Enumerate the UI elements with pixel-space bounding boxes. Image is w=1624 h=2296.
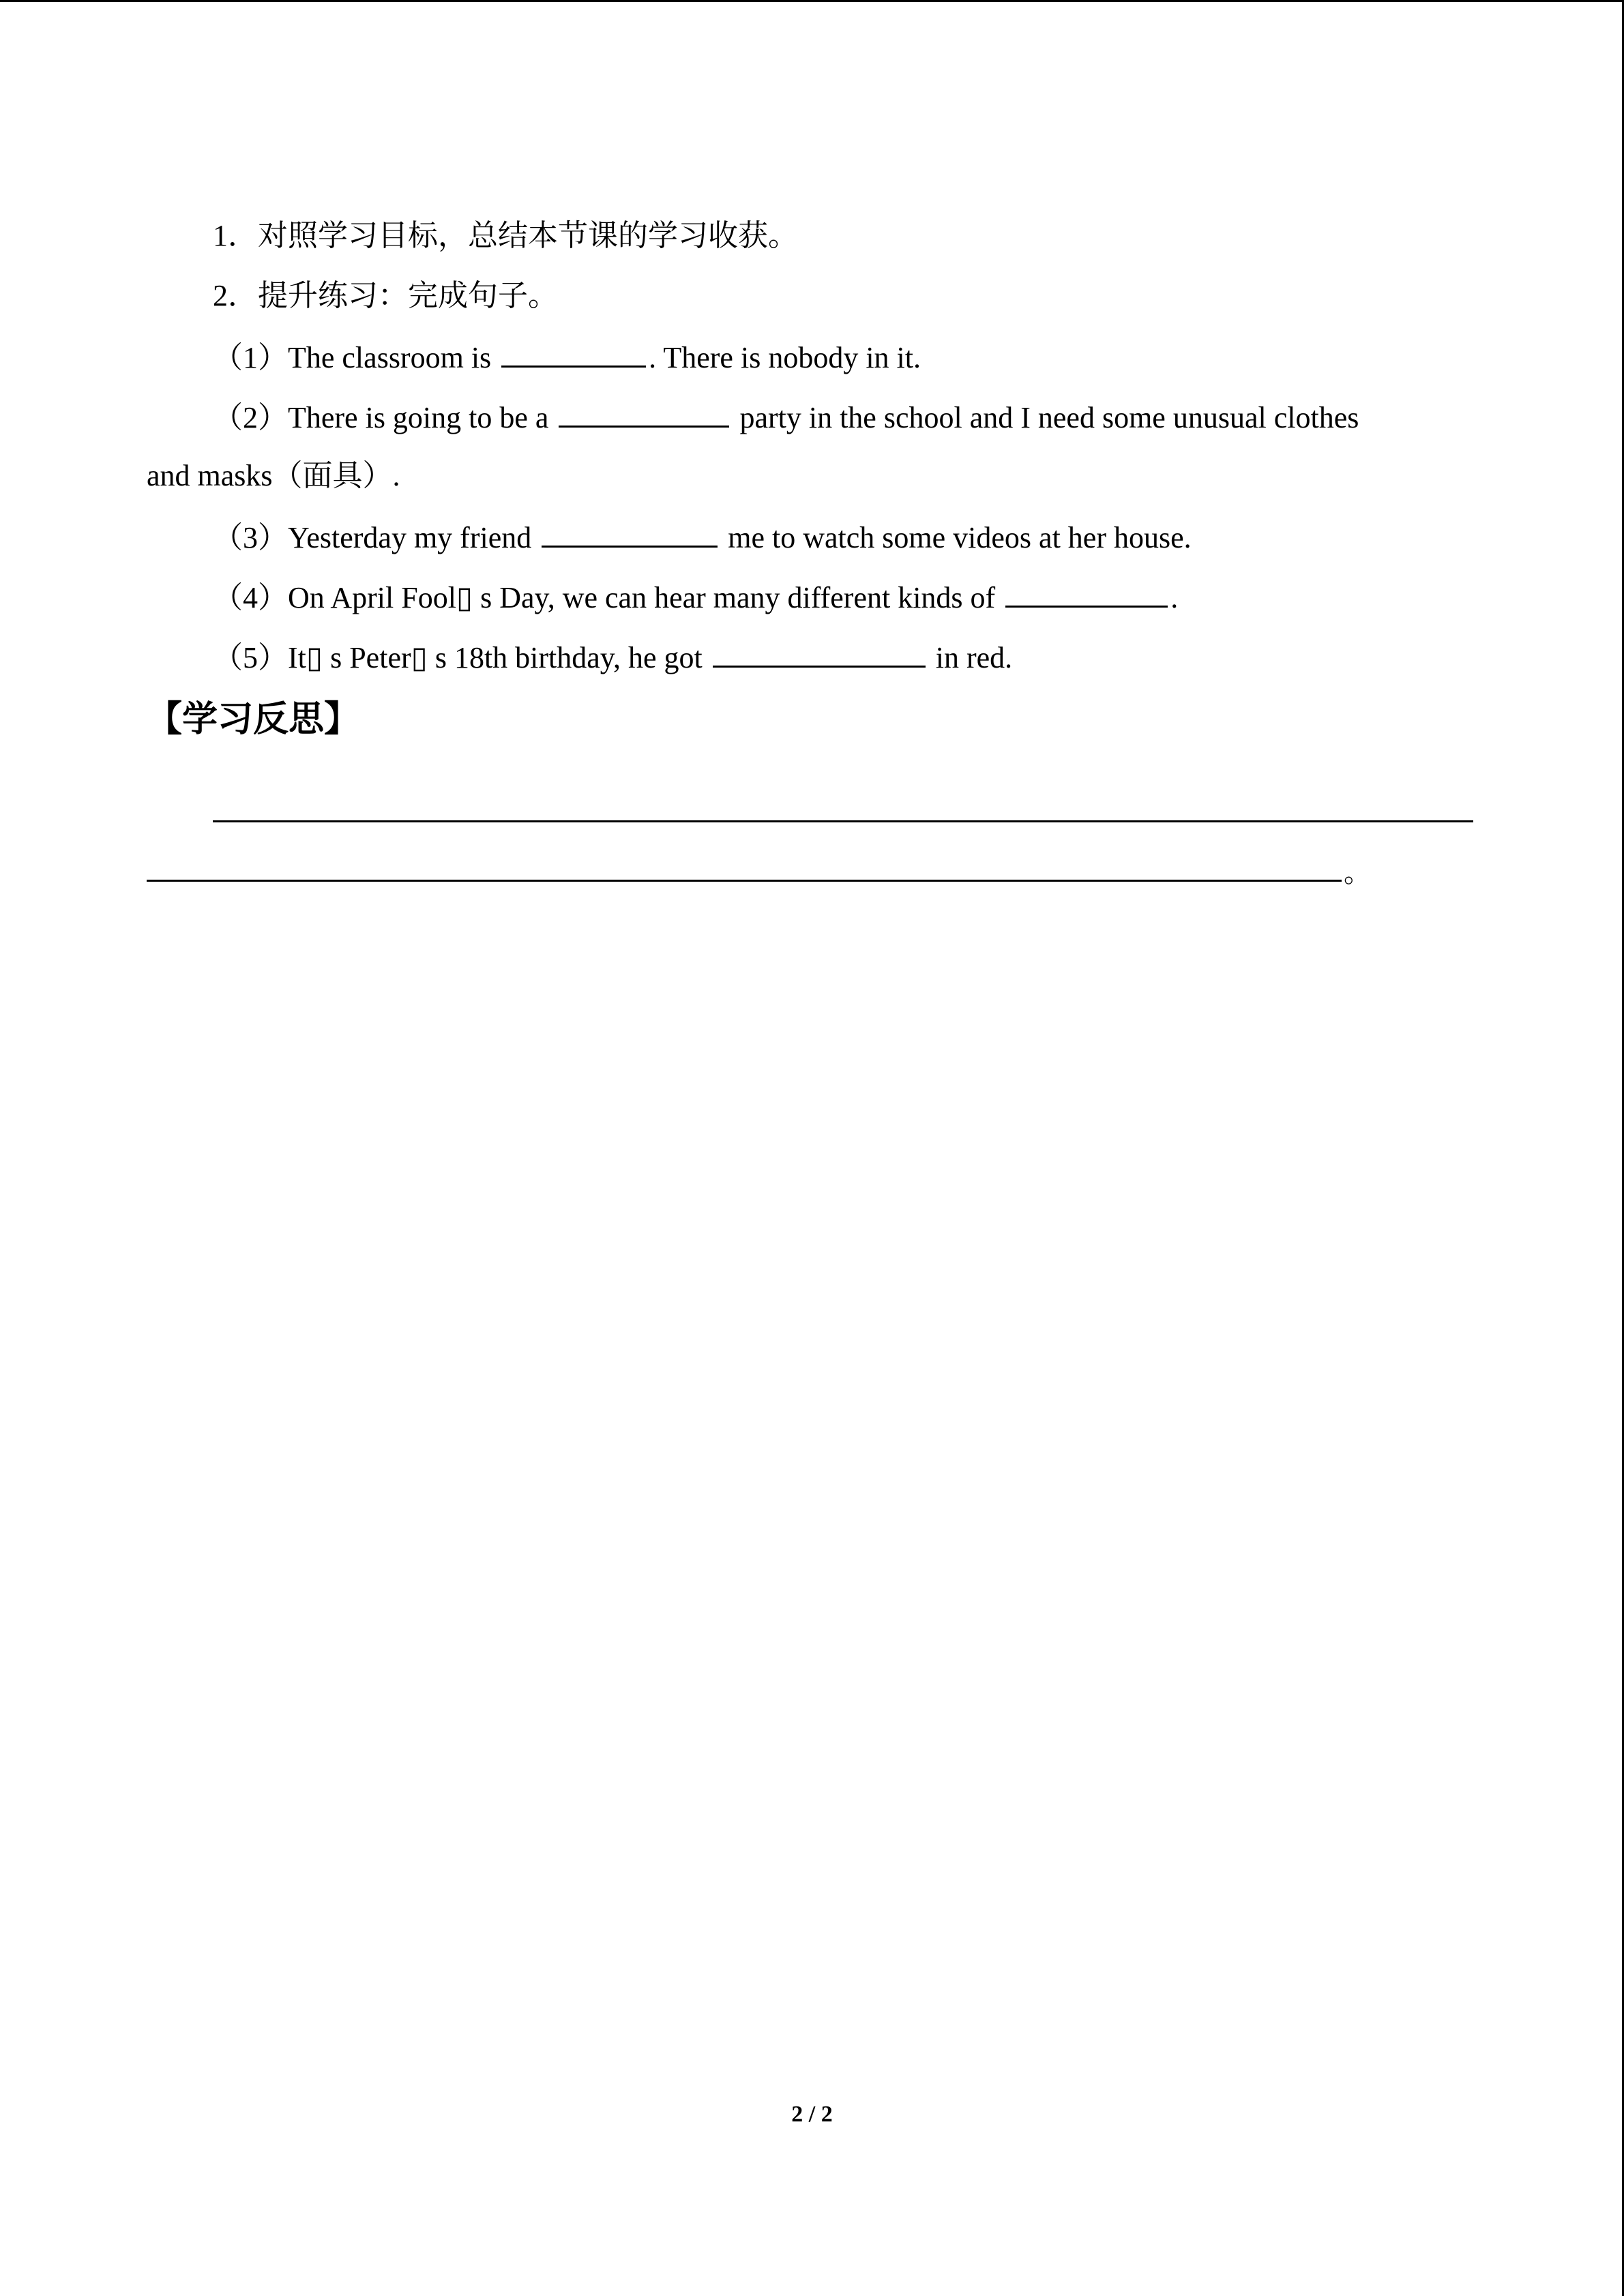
- question-4: [213, 576, 1178, 618]
- question-text-end: .: [1170, 581, 1179, 614]
- question-3: [213, 516, 1192, 558]
- question-text: Yesterday my friend: [288, 521, 532, 554]
- question-2: [213, 396, 1359, 438]
- question-text-end: party in the school and I need some unusual clothes: [739, 401, 1359, 434]
- question-5: [213, 636, 1012, 679]
- question-text: It▯ s Peter▯ s 18th birthday, he got: [288, 641, 703, 674]
- reflection-line-1[interactable]: [213, 820, 1473, 822]
- question-number: （5）: [213, 641, 288, 674]
- answer-blank[interactable]: [1005, 576, 1168, 608]
- answer-blank[interactable]: [542, 516, 718, 548]
- question-number: （2）: [213, 401, 288, 434]
- question-1: [213, 336, 921, 378]
- question-text-end: me to watch some videos at her house.: [728, 521, 1192, 554]
- question-2-continuation: and masks（面具）.: [147, 459, 400, 492]
- item-2: 2．提升练习：完成句子。: [213, 279, 558, 312]
- reflection-heading: 【学习反思】: [147, 699, 360, 740]
- question-number: （3）: [213, 521, 288, 554]
- question-number: （1）: [213, 341, 288, 374]
- answer-blank[interactable]: [559, 396, 729, 428]
- answer-blank[interactable]: [713, 636, 926, 668]
- answer-blank[interactable]: [501, 336, 646, 368]
- reflection-end-mark: 。: [1344, 857, 1371, 888]
- question-number: （4）: [213, 581, 288, 614]
- reflection-line-2[interactable]: [147, 880, 1342, 882]
- question-text: On April Fool▯ s Day, we can hear many different kinds of: [288, 581, 996, 614]
- question-text: The classroom is: [288, 341, 492, 374]
- question-text-end: . There is nobody in it.: [649, 341, 921, 374]
- item-1: 1．对照学习目标，总结本节课的学习收获。: [213, 219, 798, 252]
- page-top-border: [0, 0, 1624, 2]
- page-number: 2 / 2: [791, 2102, 833, 2127]
- question-text-end: in red.: [935, 641, 1013, 674]
- question-text: There is going to be a: [288, 401, 549, 434]
